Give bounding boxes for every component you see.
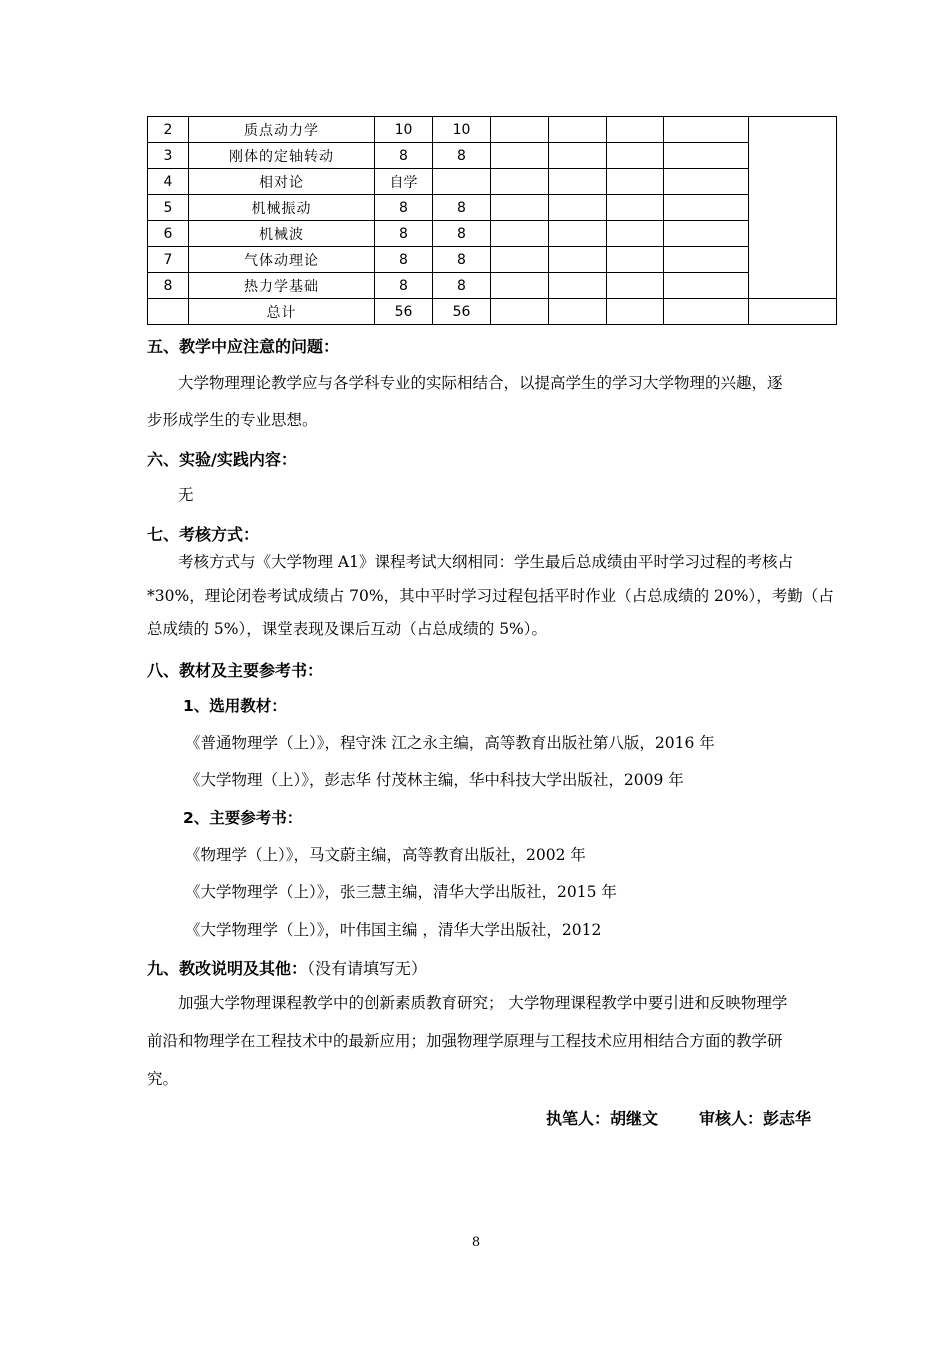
empty-cell bbox=[607, 247, 664, 273]
row-number: 3 bbox=[148, 143, 189, 169]
table-row bbox=[148, 221, 837, 247]
textbook-item: 《大学物理（上）》，彭志华 付茂林主编，华中科技大学出版社，2009 年 bbox=[185, 771, 684, 789]
row-total-hours: 10 bbox=[375, 117, 433, 143]
paragraph-line: 究。 bbox=[147, 1070, 179, 1088]
empty-cell bbox=[549, 247, 607, 273]
row-total-hours: 8 bbox=[375, 221, 433, 247]
row-topic: 机械振动 bbox=[189, 195, 375, 221]
empty-cell bbox=[549, 195, 607, 221]
merged-empty-cell bbox=[749, 117, 837, 299]
row-lecture-hours: 8 bbox=[433, 221, 491, 247]
row-lecture-hours: 8 bbox=[433, 247, 491, 273]
section-heading-assessment: 七、考核方式： bbox=[147, 525, 260, 544]
empty-cell bbox=[491, 117, 549, 143]
reform-heading-text: 九、教改说明及其他： bbox=[147, 959, 308, 978]
paragraph-line: 加强大学物理课程教学中的创新素质教育研究； 大学物理课程教学中要引进和反映物理学 bbox=[178, 994, 788, 1012]
empty-cell bbox=[664, 247, 749, 273]
empty-cell bbox=[491, 247, 549, 273]
empty-cell bbox=[549, 273, 607, 299]
empty-cell bbox=[607, 195, 664, 221]
table-row bbox=[148, 169, 837, 195]
section-heading-reform bbox=[147, 956, 427, 979]
empty-cell bbox=[607, 273, 664, 299]
row-topic: 热力学基础 bbox=[189, 273, 375, 299]
empty-cell bbox=[664, 195, 749, 221]
row-number: 4 bbox=[148, 169, 189, 195]
empty-cell bbox=[664, 117, 749, 143]
row-total-hours: 8 bbox=[375, 143, 433, 169]
row-lecture-hours bbox=[433, 169, 491, 195]
table-row bbox=[148, 195, 837, 221]
table-row bbox=[148, 143, 837, 169]
row-number: 6 bbox=[148, 221, 189, 247]
reference-item: 《大学物理学（上）》，叶伟国主编 ，清华大学出版社，2012 bbox=[185, 921, 602, 939]
row-lecture-hours: 10 bbox=[433, 117, 491, 143]
paragraph-line: 步形成学生的专业思想。 bbox=[147, 411, 318, 429]
section-heading-experiments: 六、实验/实践内容： bbox=[147, 450, 297, 469]
section-heading-teaching-notes: 五、教学中应注意的问题： bbox=[147, 337, 340, 356]
empty-cell bbox=[491, 169, 549, 195]
section-heading-textbooks: 八、教材及主要参考书： bbox=[147, 661, 324, 680]
total-label: 总计 bbox=[189, 299, 375, 325]
empty-cell bbox=[549, 143, 607, 169]
row-lecture-hours: 8 bbox=[433, 273, 491, 299]
row-number: 8 bbox=[148, 273, 189, 299]
paragraph-line: 大学物理理论教学应与各学科专业的实际相结合，以提高学生的学习大学物理的兴趣，逐 bbox=[178, 374, 783, 392]
empty-cell bbox=[549, 299, 607, 325]
row-topic: 质点动力学 bbox=[189, 117, 375, 143]
row-total-hours: 自学 bbox=[375, 169, 433, 195]
sum-total-hours: 56 bbox=[375, 299, 433, 325]
paragraph-line: 总成绩的 5%），课堂表现及课后互动（占总成绩的 5%）。 bbox=[147, 620, 548, 638]
empty-cell bbox=[664, 169, 749, 195]
paragraph-line: *30%，理论闭卷考试成绩占 70%，其中平时学习过程包括平时作业（占总成绩的 20%），考勤（占 bbox=[147, 587, 834, 605]
textbook-item: 《普通物理学（上）》，程守洙 江之永主编，高等教育出版社第八版，2016 年 bbox=[185, 734, 715, 752]
empty-cell bbox=[491, 143, 549, 169]
table-total-row bbox=[148, 299, 837, 325]
row-number: 2 bbox=[148, 117, 189, 143]
empty-cell bbox=[664, 143, 749, 169]
row-topic: 机械波 bbox=[189, 221, 375, 247]
row-topic: 气体动理论 bbox=[189, 247, 375, 273]
paragraph-line: 无 bbox=[178, 486, 194, 504]
empty-cell bbox=[607, 221, 664, 247]
empty-cell bbox=[491, 299, 549, 325]
empty-cell bbox=[607, 143, 664, 169]
row-total-hours: 8 bbox=[375, 195, 433, 221]
empty-cell bbox=[664, 299, 749, 325]
row-lecture-hours: 8 bbox=[433, 195, 491, 221]
empty-cell bbox=[607, 169, 664, 195]
table-row bbox=[148, 117, 837, 143]
table-row bbox=[148, 273, 837, 299]
subheading-selected-textbooks: 1、选用教材： bbox=[183, 697, 287, 715]
subheading-references: 2、主要参考书： bbox=[183, 809, 303, 827]
empty-cell bbox=[491, 273, 549, 299]
row-lecture-hours: 8 bbox=[433, 143, 491, 169]
row-total-hours: 8 bbox=[375, 273, 433, 299]
empty-cell bbox=[491, 221, 549, 247]
empty-cell bbox=[549, 169, 607, 195]
empty-cell bbox=[607, 299, 664, 325]
author-signature: 执笔人：胡继文 bbox=[546, 1109, 659, 1128]
empty-cell bbox=[549, 117, 607, 143]
empty-cell bbox=[664, 273, 749, 299]
class-hours-table bbox=[147, 116, 837, 325]
row-topic: 相对论 bbox=[189, 169, 375, 195]
row-total-hours: 8 bbox=[375, 247, 433, 273]
empty-cell bbox=[749, 299, 837, 325]
row-topic: 刚体的定轴转动 bbox=[189, 143, 375, 169]
empty-cell bbox=[491, 195, 549, 221]
empty-cell bbox=[549, 221, 607, 247]
row-number: 5 bbox=[148, 195, 189, 221]
sum-lecture-hours: 56 bbox=[433, 299, 491, 325]
paragraph-line: 前沿和物理学在工程技术中的最新应用；加强物理学原理与工程技术应用相结合方面的教学研 bbox=[147, 1032, 783, 1050]
row-number: 7 bbox=[148, 247, 189, 273]
empty-cell bbox=[607, 117, 664, 143]
reform-heading-note: （没有请填写无） bbox=[307, 959, 428, 978]
paragraph-line: 考核方式与《大学物理 A1》课程考试大纲相同：学生最后总成绩由平时学习过程的考核占 bbox=[178, 553, 793, 571]
reference-item: 《大学物理学（上）》，张三慧主编，清华大学出版社，2015 年 bbox=[185, 883, 617, 901]
page-number: 8 bbox=[471, 1235, 481, 1250]
reviewer-signature: 审核人：彭志华 bbox=[699, 1109, 812, 1128]
reference-item: 《物理学（上）》，马文蔚主编，高等教育出版社，2002 年 bbox=[185, 846, 586, 864]
empty-cell bbox=[664, 221, 749, 247]
empty-cell bbox=[148, 299, 189, 325]
table-row bbox=[148, 247, 837, 273]
